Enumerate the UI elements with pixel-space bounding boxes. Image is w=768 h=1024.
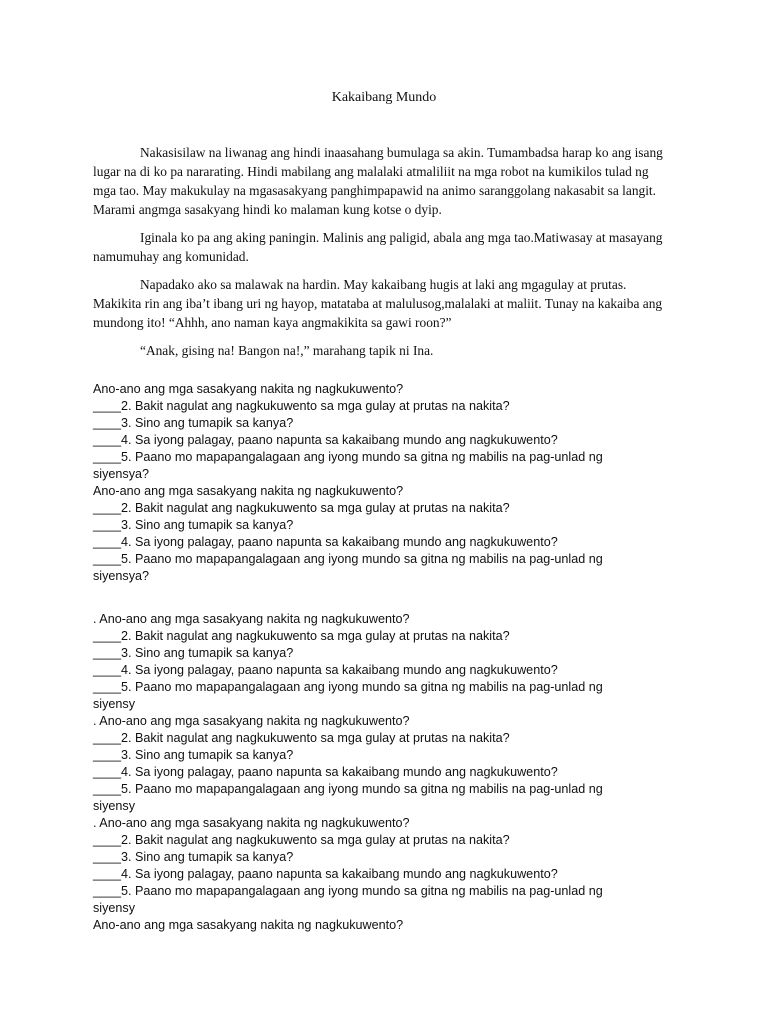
story-paragraph: Napadako ako sa malawak na hardin. May kakaibang hugis at laki ang mgagulay at prutas. Makikita rin ang iba’t ibang uri ng hayop, matataba at malulusog,malalaki at maliit. Tunay na kakaiba ang mundong ito! “Ahhh, ano naman kaya angmakikita sa gawi roon?” bbox=[93, 277, 663, 330]
question-line: ____2. Bakit nagulat ang nagkukuwento sa mga gulay at prutas na nakita? bbox=[93, 833, 510, 847]
question-line: siyensya? bbox=[93, 569, 150, 583]
story-paragraph: Iginala ko pa ang aking paningin. Malinis ang paligid, abala ang mga tao.Matiwasay at masayang namumuhay ang komunidad. bbox=[93, 230, 663, 264]
question-line: ____5. Paano mo mapapangalagaan ang iyong mundo sa gitna ng mabilis na pag-unlad ng bbox=[93, 884, 603, 898]
question-line: ____3. Sino ang tumapik sa kanya? bbox=[93, 416, 294, 430]
question-line: Ano-ano ang mga sasakyang nakita ng nagkukuwento? bbox=[93, 484, 404, 498]
document-title: Kakaibang Mundo bbox=[331, 90, 437, 105]
question-line: Ano-ano ang mga sasakyang nakita ng nagkukuwento? bbox=[93, 382, 404, 396]
questions-block-2 bbox=[93, 611, 673, 934]
question-line: ____5. Paano mo mapapangalagaan ang iyong mundo sa gitna ng mabilis na pag-unlad ng bbox=[93, 680, 603, 694]
question-line: siyensy bbox=[93, 697, 135, 711]
question-line: ____2. Bakit nagulat ang nagkukuwento sa mga gulay at prutas na nakita? bbox=[93, 629, 510, 643]
question-line: . Ano-ano ang mga sasakyang nakita ng nagkukuwento? bbox=[93, 816, 410, 830]
question-line: ____4. Sa iyong palagay, paano napunta sa kakaibang mundo ang nagkukuwento? bbox=[93, 535, 558, 549]
question-line: siyensy bbox=[93, 799, 135, 813]
question-line: ____3. Sino ang tumapik sa kanya? bbox=[93, 850, 294, 864]
story-text bbox=[93, 143, 673, 369]
question-line: ____2. Bakit nagulat ang nagkukuwento sa mga gulay at prutas na nakita? bbox=[93, 501, 510, 515]
question-line: ____4. Sa iyong palagay, paano napunta sa kakaibang mundo ang nagkukuwento? bbox=[93, 867, 558, 881]
question-line: ____3. Sino ang tumapik sa kanya? bbox=[93, 646, 294, 660]
question-line: ____4. Sa iyong palagay, paano napunta sa kakaibang mundo ang nagkukuwento? bbox=[93, 663, 558, 677]
question-line: Ano-ano ang mga sasakyang nakita ng nagkukuwento? bbox=[93, 918, 404, 932]
question-line: ____5. Paano mo mapapangalagaan ang iyong mundo sa gitna ng mabilis na pag-unlad ng bbox=[93, 450, 603, 464]
questions-block-1 bbox=[93, 381, 673, 585]
story-paragraph: “Anak, gising na! Bangon na!,” marahang tapik ni Ina. bbox=[140, 343, 434, 358]
question-line: ____2. Bakit nagulat ang nagkukuwento sa mga gulay at prutas na nakita? bbox=[93, 399, 510, 413]
question-line: ____5. Paano mo mapapangalagaan ang iyong mundo sa gitna ng mabilis na pag-unlad ng bbox=[93, 782, 603, 796]
question-line: siyensy bbox=[93, 901, 135, 915]
question-line: ____3. Sino ang tumapik sa kanya? bbox=[93, 518, 294, 532]
question-line: . Ano-ano ang mga sasakyang nakita ng nagkukuwento? bbox=[93, 612, 410, 626]
question-line: ____3. Sino ang tumapik sa kanya? bbox=[93, 748, 294, 762]
question-line: ____4. Sa iyong palagay, paano napunta sa kakaibang mundo ang nagkukuwento? bbox=[93, 433, 558, 447]
question-line: ____2. Bakit nagulat ang nagkukuwento sa mga gulay at prutas na nakita? bbox=[93, 731, 510, 745]
question-line: siyensya? bbox=[93, 467, 150, 481]
question-line: ____4. Sa iyong palagay, paano napunta sa kakaibang mundo ang nagkukuwento? bbox=[93, 765, 558, 779]
question-line: . Ano-ano ang mga sasakyang nakita ng nagkukuwento? bbox=[93, 714, 410, 728]
story-paragraph: Nakasisilaw na liwanag ang hindi inaasahang bumulaga sa akin. Tumambadsa harap ko ang isang lugar na di ko pa nararating. Hindi mabilang ang malalaki atmaliliit na mga robot na kumikilos tulad ng mga tao. May makukulay na mgasasakyang panghimpapawid na animo saranggolang nakasabit sa langit. Marami angmga sasakyang hindi ko malaman kung kotse o dyip. bbox=[93, 145, 663, 217]
question-line: ____5. Paano mo mapapangalagaan ang iyong mundo sa gitna ng mabilis na pag-unlad ng bbox=[93, 552, 603, 566]
